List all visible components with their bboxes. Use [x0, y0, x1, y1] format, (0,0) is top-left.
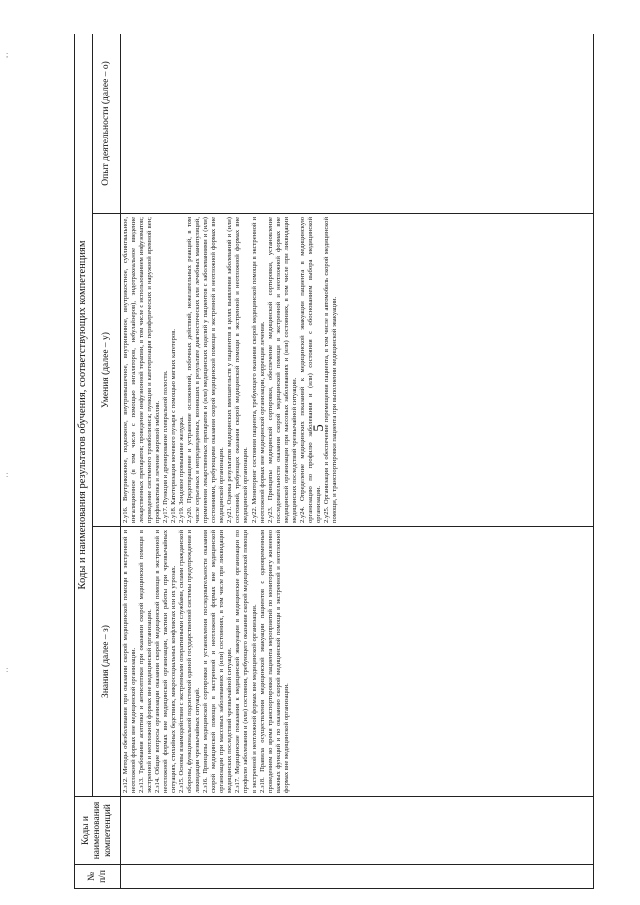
- margin-mark: ;: [6, 50, 9, 59]
- margin-mark: :: [6, 665, 9, 674]
- knowledge-item: 2.з16. Принципы медицинской сортировки и установления последовательности оказания скорой медицинской помощи в экстренной и неотложной формах вне медицинской организации при массовых заболеваниях и (или) состояниях, в том числе при ликвидации медицинских последствий чрезвычайной ситуации.: [202, 530, 234, 793]
- knowledge-item: 2.з14. Общие вопросы организации оказания скорой медицинской помощи в экстренной и неотложной формах вне медицинской организации, тактики работы при чрезвычайных ситуациях, стихийных бедствиях, микросоциальных конфликтах или их угрозах.: [154, 530, 178, 793]
- knowledge-item: 2.з12. Методы обезболивания при оказании скорой медицинской помощи в экстренной и неотложной формах вне медицинской организации.: [122, 530, 138, 793]
- cell-num: [121, 865, 594, 889]
- header-results: Коды и наименования результатов обучения, соответствующих компетенциям: [75, 34, 93, 797]
- cell-knowledge: [121, 527, 594, 797]
- knowledge-item: 2.з13. Требования асептики и антисептики при оказании скорой медицинской помощи в экстренной и неотложной формах вне медицинской организации.: [138, 530, 154, 793]
- skill-item: 2.у18. Катетеризация мочевого пузыря с помощью мягких катетеров.: [170, 329, 178, 523]
- page-number: 5: [311, 424, 327, 432]
- competencies-table: [74, 34, 594, 889]
- rotated-table-frame: [74, 34, 594, 889]
- skill-item: 2.у17. Пункция и дренирование плевральной полости.: [162, 370, 170, 523]
- knowledge-item: 2.з17. Медицинские показания к медицинской эвакуации в медицинские организации по профилю заболевания и (или) состояния, требующего оказания скорой медицинской помощи в экстренной и неотложной формах вне медицинской организации.: [234, 530, 258, 793]
- table-row: [121, 34, 594, 889]
- skill-item: 2.у16. Внутрикожное, подкожное, внутримышечное, внутривенное, внутрикостное, сублингвальное, ингаляционное (в том числе с помощью ингаляторов, небулайзеров), эндотрахеальное введение лекарственных препаратов; проведение инфузионной терапии, в том числе с использованием инфузоматов; проведение системного тромболизиса; пункция и катетеризация периферических и наружной яремной вен; профилактика и лечение жировой эмболии.: [122, 217, 162, 523]
- skill-item: 2.у25. Организация и обеспечение перемещения пациента, в том числе в автомобиль скорой медицинской помощи, и транспортировки пациента при выполнении медицинской эвакуации.: [322, 217, 338, 523]
- cell-experience: [121, 34, 594, 214]
- header-code: Коды и наименования компетенций: [75, 797, 121, 865]
- skill-item: 2.у22. Мониторинг состояния пациента, требующего оказания скорой медицинской помощи в экстренной и неотложной формах вне медицинской организации, коррекция лечения.: [250, 217, 266, 523]
- skill-item: 2.у24. Определение медицинских показаний к медицинской эвакуации пациента в медицинскую организацию по профилю заболевания и (или) состояния с обоснованием выбора медицинской организации.: [298, 217, 322, 523]
- cell-code: [121, 797, 594, 865]
- skill-item: 2.у19. Зондовое промывание желудка.: [178, 416, 186, 523]
- knowledge-item: 2.з15. Основы взаимодействия с экстренными оперативными службами, силами гражданской обороны, функциональной подсистемой единой государственной системы предупреждения и ликвидации чрезвычайных ситуаций.: [178, 530, 202, 793]
- header-num: № п/п: [75, 865, 121, 889]
- cell-skills: [121, 214, 594, 527]
- header-experience: Опыт деятельности (далее – о): [93, 34, 121, 214]
- margin-mark: :: [6, 470, 9, 479]
- header-knowledge: Знания (далее – з): [93, 527, 121, 797]
- header-skills: Умения (далее – у): [93, 214, 121, 527]
- skill-item: 2.у23. Принципы медицинской сортировки, обеспечение медицинской сортировки, установление последовательности оказания скорой медицинской помощи в экстренной и неотложной формах вне медицинской организации при массовых заболеваниях и (или) состояниях, в том числе при ликвидации медицинских последствий чрезвычайной ситуации.: [266, 217, 298, 523]
- skill-item: 2.у20. Предотвращение и устранение осложнений, побочных действий, нежелательных реакций, в том числе серьезных и непредвиденных, возникших в результате диагностических или лечебных манипуляций, применения лекарственных препаратов и (или) медицинских изделий у пациентов с заболеваниями и (или) состояниями, требующими оказания скорой медицинской помощи в экстренной и неотложной формах вне медицинской организации.: [186, 217, 226, 523]
- skill-item: 2.у21. Оценка результатов медицинских вмешательств у пациентов в целях выявления заболеваний и (или) состояний, требующих оказания скорой медицинской помощи в экстренной и неотложной формах вне медицинской организации.: [226, 217, 250, 523]
- knowledge-item: 2.з18. Правила осуществления медицинской эвакуации пациентов с одновременным проведением во время транспортировки пациента мероприятий по мониторингу жизненно важных функций и по оказанию скорой медицинской помощи в экстренной и неотложной формах вне медицинской организации.: [258, 530, 290, 793]
